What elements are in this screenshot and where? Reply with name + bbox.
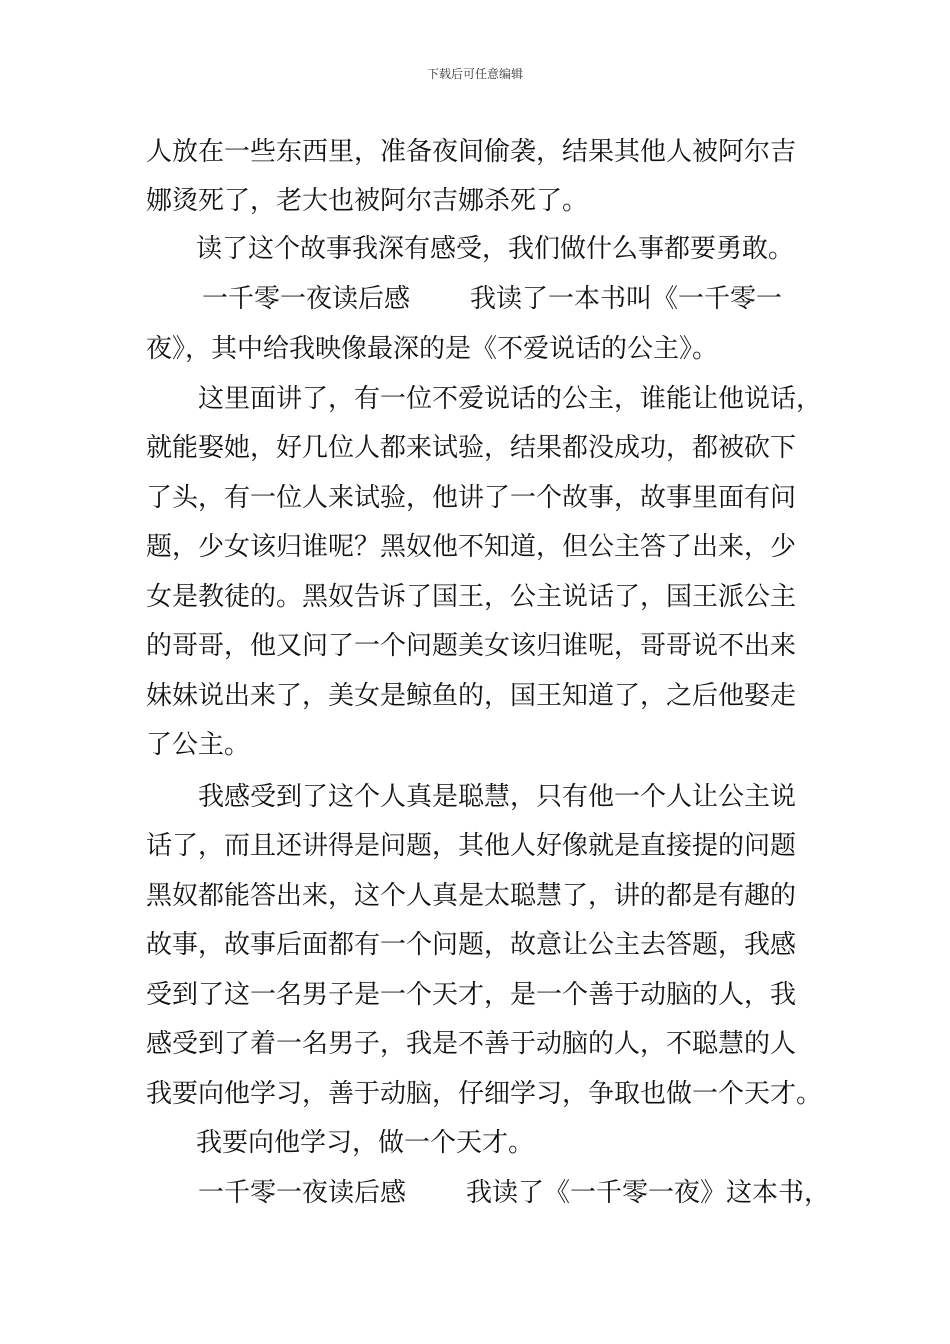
text-line-10: 女是教徒的。黑奴告诉了国王，公主说话了，国王派公主 <box>146 582 797 612</box>
text-line-1: 人放在一些东西里，准备夜间偷袭，结果其他人被阿尔吉 <box>146 137 797 167</box>
text-line-21: 我要向他学习，做一个天才。 <box>196 1128 535 1158</box>
page-header-note: 下载后可任意编辑 <box>426 67 523 81</box>
essay-heading-line <box>202 283 782 315</box>
text-line-3: 读了这个故事我深有感受，我们做什么事都要勇敢。 <box>196 234 795 264</box>
text-line-8: 了头，有一位人来试验，他讲了一个故事，故事里面有问 <box>146 483 797 513</box>
text-line-16: 黑奴都能答出来，这个人真是太聪慧了，讲的都是有趣的 <box>146 881 797 911</box>
text-line-9: 题，少女该归谁呢？黑奴他不知道，但公主答了出来，少 <box>146 532 797 562</box>
essay-heading-2: 一千零一夜读后感 <box>198 1178 407 1208</box>
essay-opening-2: 我读了《一千零一夜》这本书， <box>466 1178 831 1208</box>
text-line-13: 了公主。 <box>146 730 251 760</box>
text-line-6: 这里面讲了，有一位不爱说话的公主，谁能让他说话， <box>198 384 823 414</box>
essay-heading-1: 一千零一夜读后感 <box>202 284 411 314</box>
text-line-2: 娜烫死了，老大也被阿尔吉娜杀死了。 <box>146 186 589 216</box>
essay-heading-line-2 <box>198 1177 830 1209</box>
text-line-12: 妹妹说出来了，美女是鲸鱼的，国王知道了，之后他娶走 <box>146 681 797 711</box>
text-line-5: 夜》，其中给我映像最深的是《不爱说话的公主》。 <box>146 334 719 364</box>
text-line-14: 我感受到了这个人真是聪慧，只有他一个人让公主说 <box>198 782 797 812</box>
text-line-7: 就能娶她，好几位人都来试验，结果都没成功，都被砍下 <box>146 433 797 463</box>
text-line-19: 感受到了着一名男子，我是不善于动脑的人，不聪慧的人 <box>146 1029 797 1059</box>
text-line-18: 受到了这一名男子是一个天才，是一个善于动脑的人，我 <box>146 980 797 1010</box>
text-line-20: 我要向他学习，善于动脑，仔细学习，争取也做一个天才。 <box>146 1079 823 1109</box>
text-line-15: 话了，而且还讲得是问题，其他人好像就是直接提的问题 <box>146 831 797 861</box>
essay-opening-1: 我读了一本书叫《一千零一 <box>470 284 783 314</box>
text-line-17: 故事，故事后面都有一个问题，故意让公主去答题，我感 <box>146 930 797 960</box>
text-line-11: 的哥哥，他又问了一个问题美女该归谁呢，哥哥说不出来 <box>146 631 797 661</box>
